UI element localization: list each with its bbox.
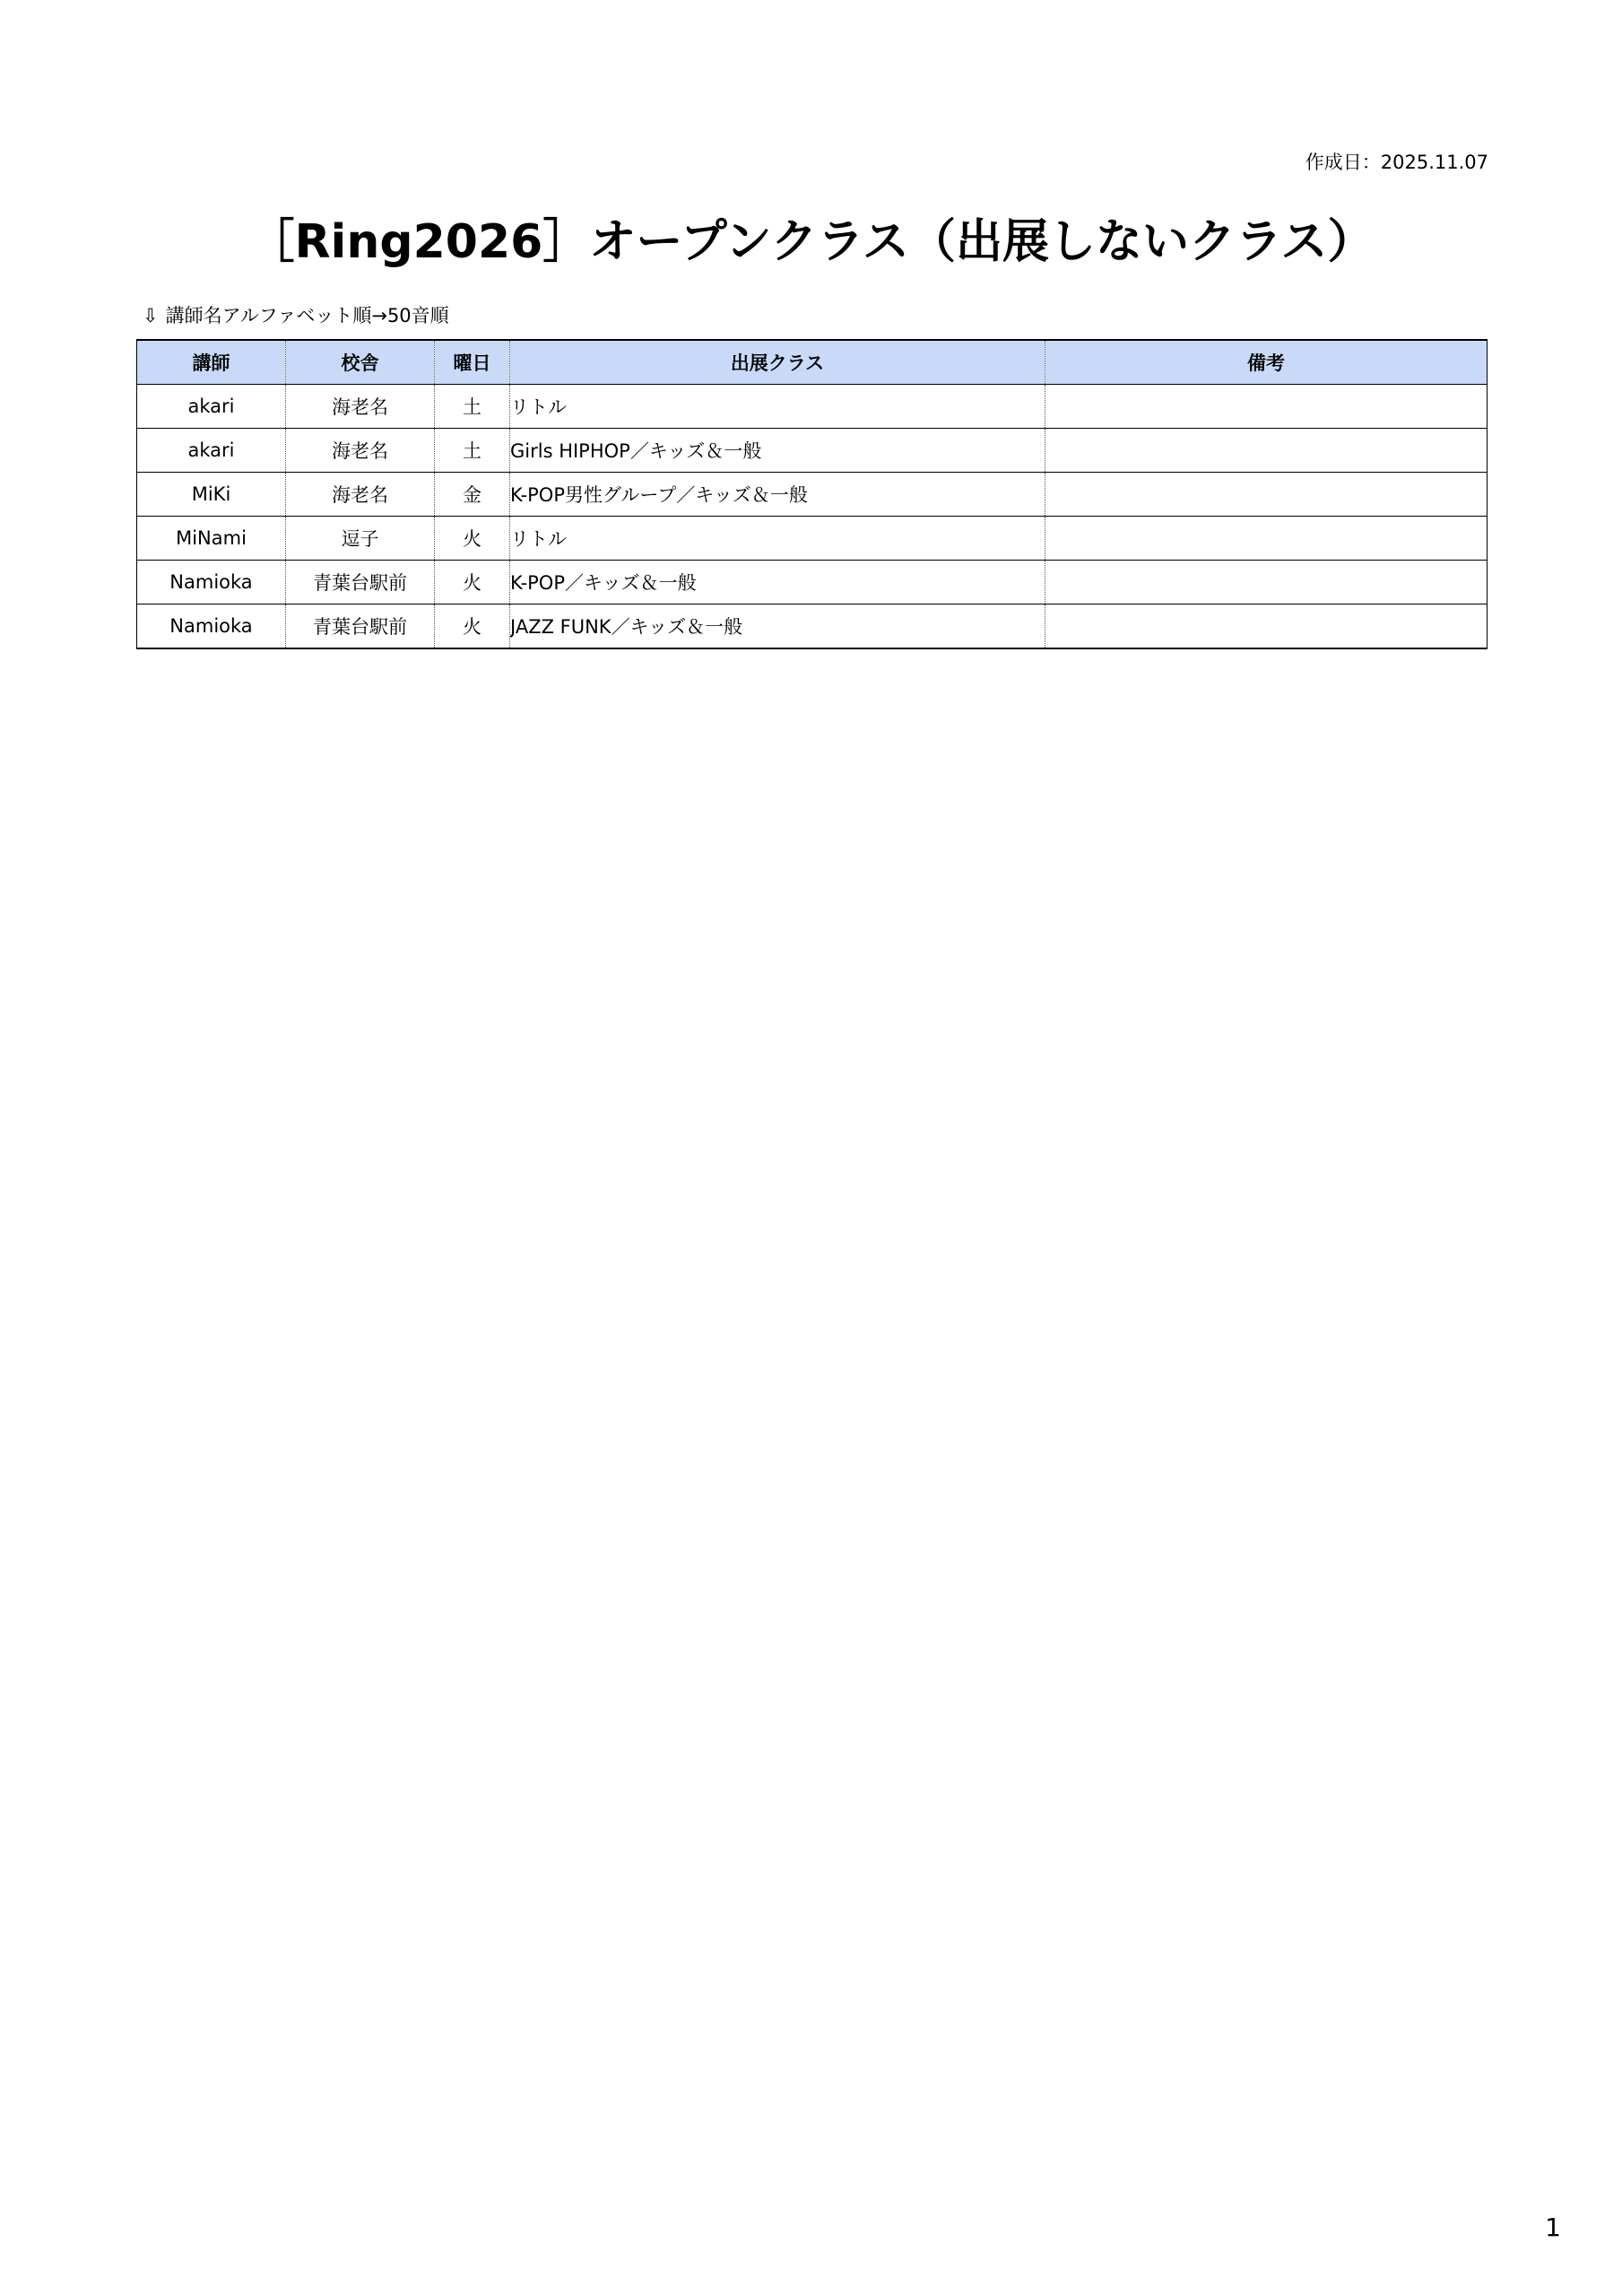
cell-class: リトル	[510, 385, 1045, 429]
cell-instructor: akari	[137, 429, 286, 473]
cell-day: 土	[435, 429, 510, 473]
table-row	[137, 385, 1488, 429]
table-header-row	[137, 340, 1488, 385]
table-row	[137, 604, 1488, 649]
cell-day: 火	[435, 561, 510, 604]
column-header-school: 校舎	[286, 340, 435, 385]
document-title: ［Ring2026］オープンクラス（出展しないクラス）	[247, 215, 1375, 269]
table-row	[137, 561, 1488, 604]
cell-instructor: MiNami	[137, 517, 286, 561]
cell-class: K-POP／キッズ＆一般	[510, 561, 1045, 604]
table-row	[137, 473, 1488, 517]
cell-instructor: Namioka	[137, 604, 286, 649]
table-row	[137, 429, 1488, 473]
column-header-note: 備考	[1045, 340, 1488, 385]
cell-note	[1045, 561, 1488, 604]
cell-school: 海老名	[286, 385, 435, 429]
cell-day: 土	[435, 385, 510, 429]
cell-day: 火	[435, 517, 510, 561]
cell-instructor: MiKi	[137, 473, 286, 517]
cell-note	[1045, 385, 1488, 429]
column-header-class: 出展クラス	[510, 340, 1045, 385]
cell-note	[1045, 429, 1488, 473]
cell-class: JAZZ FUNK／キッズ＆一般	[510, 604, 1045, 649]
sort-note	[143, 302, 449, 329]
open-class-table	[136, 339, 1488, 649]
cell-class: K-POP男性グループ／キッズ＆一般	[510, 473, 1045, 517]
column-header-day: 曜日	[435, 340, 510, 385]
sort-note-text: 講師名アルファベット順→50音順	[165, 305, 449, 326]
cell-instructor: Namioka	[137, 561, 286, 604]
cell-school: 青葉台駅前	[286, 561, 435, 604]
cell-day: 金	[435, 473, 510, 517]
cell-school: 海老名	[286, 429, 435, 473]
cell-day: 火	[435, 604, 510, 649]
cell-note	[1045, 604, 1488, 649]
table-row	[137, 517, 1488, 561]
column-header-instructor: 講師	[137, 340, 286, 385]
cell-school: 青葉台駅前	[286, 604, 435, 649]
cell-school: 逗子	[286, 517, 435, 561]
cell-note	[1045, 473, 1488, 517]
down-arrow-icon: ⇩	[143, 305, 159, 326]
cell-instructor: akari	[137, 385, 286, 429]
cell-school: 海老名	[286, 473, 435, 517]
cell-class: Girls HIPHOP／キッズ＆一般	[510, 429, 1045, 473]
page-number: 1	[1545, 2213, 1561, 2242]
cell-note	[1045, 517, 1488, 561]
created-date: 作成日：2025.11.07	[1305, 152, 1488, 173]
cell-class: リトル	[510, 517, 1045, 561]
